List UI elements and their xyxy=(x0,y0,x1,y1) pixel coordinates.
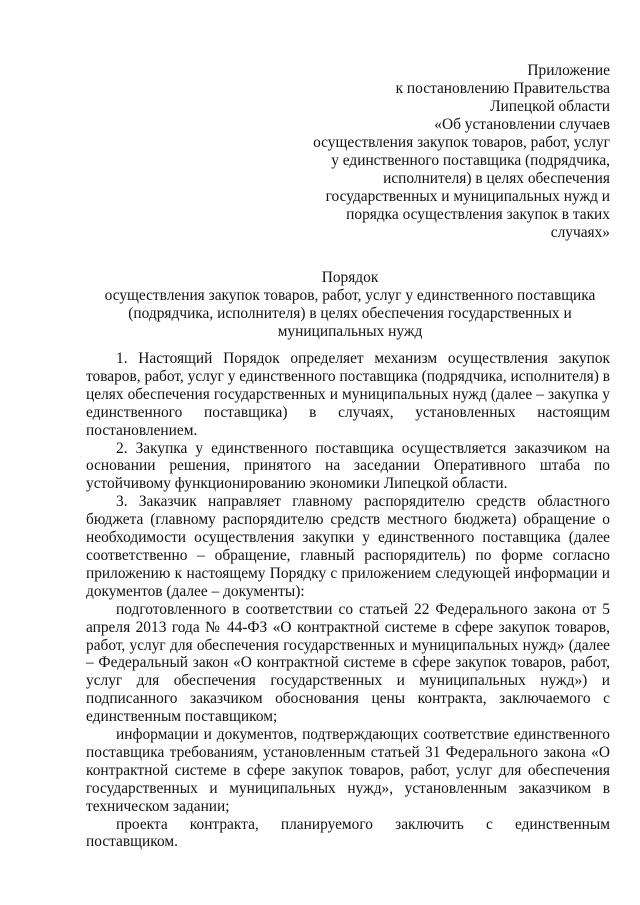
document-body xyxy=(86,350,610,851)
paragraph-2: 2. Закупка у единственного поставщика осуществляется заказчиком на основании решения, принятого на заседании Оперативного штаба по устойчивому функционированию экономики Липецкой области. xyxy=(86,439,610,493)
appendix-line: к постановлению Правительства xyxy=(395,80,610,97)
paragraph-item-price-justification: подготовленного в соответствии со статьей 22 Федерального закона от 5 апреля 2013 года № 44-ФЗ «О контрактной системе в сфере закупок товаров, работ, услуг для обеспечения государственных и муниципальных нужд» (далее – Федеральный закон «О контрактной системе в сфере закупок товаров, работ, услуг для обеспечения государственных и муниципальных нужд») и подписанного заказчиком обоснования цены контракта, заключаемого с единственным поставщиком; xyxy=(86,600,610,726)
paragraph-1: 1. Настоящий Порядок определяет механизм осуществления закупок товаров, работ, услуг у единственного поставщика (подрядчика, исполнителя) в целях обеспечения государственных и муниципальных нужд (далее – закупка у единственного поставщика) в случаях, установленных настоящим постановлением. xyxy=(86,350,610,439)
appendix-line: Липецкой области xyxy=(490,98,610,115)
appendix-line: порядка осуществления закупок в таких xyxy=(346,206,610,223)
paragraph-item-supplier-compliance: информации и документов, подтверждающих соответствие единственного поставщика требованиям, установленным статьей 31 Федерального закона «О контрактной системе в сфере закупок товаров, работ, услуг для обеспечения государственных и муниципальных нужд», установленным заказчиком в техническом задании; xyxy=(86,726,610,815)
appendix-line: «Об установлении случаев xyxy=(434,116,610,133)
appendix-line: случаях» xyxy=(550,224,610,241)
title-line: муниципальных нужд xyxy=(277,323,423,340)
paragraph-3: 3. Заказчик направляет главному распорядителю средств областного бюджета (главному распорядителю средств местного бюджета) обращение о необходимости осуществления закупки у единственного поставщика (далее соответственно – обращение, главный распорядитель) по форме согласно приложению к настоящему Порядку с приложением следующей информации и документов (далее – документы): xyxy=(86,493,610,600)
document-title xyxy=(90,269,610,341)
appendix-line: государственных и муниципальных нужд и xyxy=(325,188,610,205)
appendix-line: у единственного поставщика (подрядчика, xyxy=(331,152,610,169)
appendix-line: осуществления закупок товаров, работ, услуг xyxy=(313,134,610,151)
appendix-block xyxy=(270,62,610,242)
title-line: (подрядчика, исполнителя) в целях обеспечения государственных и xyxy=(128,305,572,322)
appendix-line: исполнителя) в целях обеспечения xyxy=(383,170,610,187)
title-heading: Порядок xyxy=(321,269,379,286)
paragraph-item-contract-draft: проекта контракта, планируемого заключить с единственным поставщиком. xyxy=(86,815,610,851)
appendix-line: Приложение xyxy=(527,62,610,79)
title-line: осуществления закупок товаров, работ, услуг у единственного поставщика xyxy=(104,287,596,304)
